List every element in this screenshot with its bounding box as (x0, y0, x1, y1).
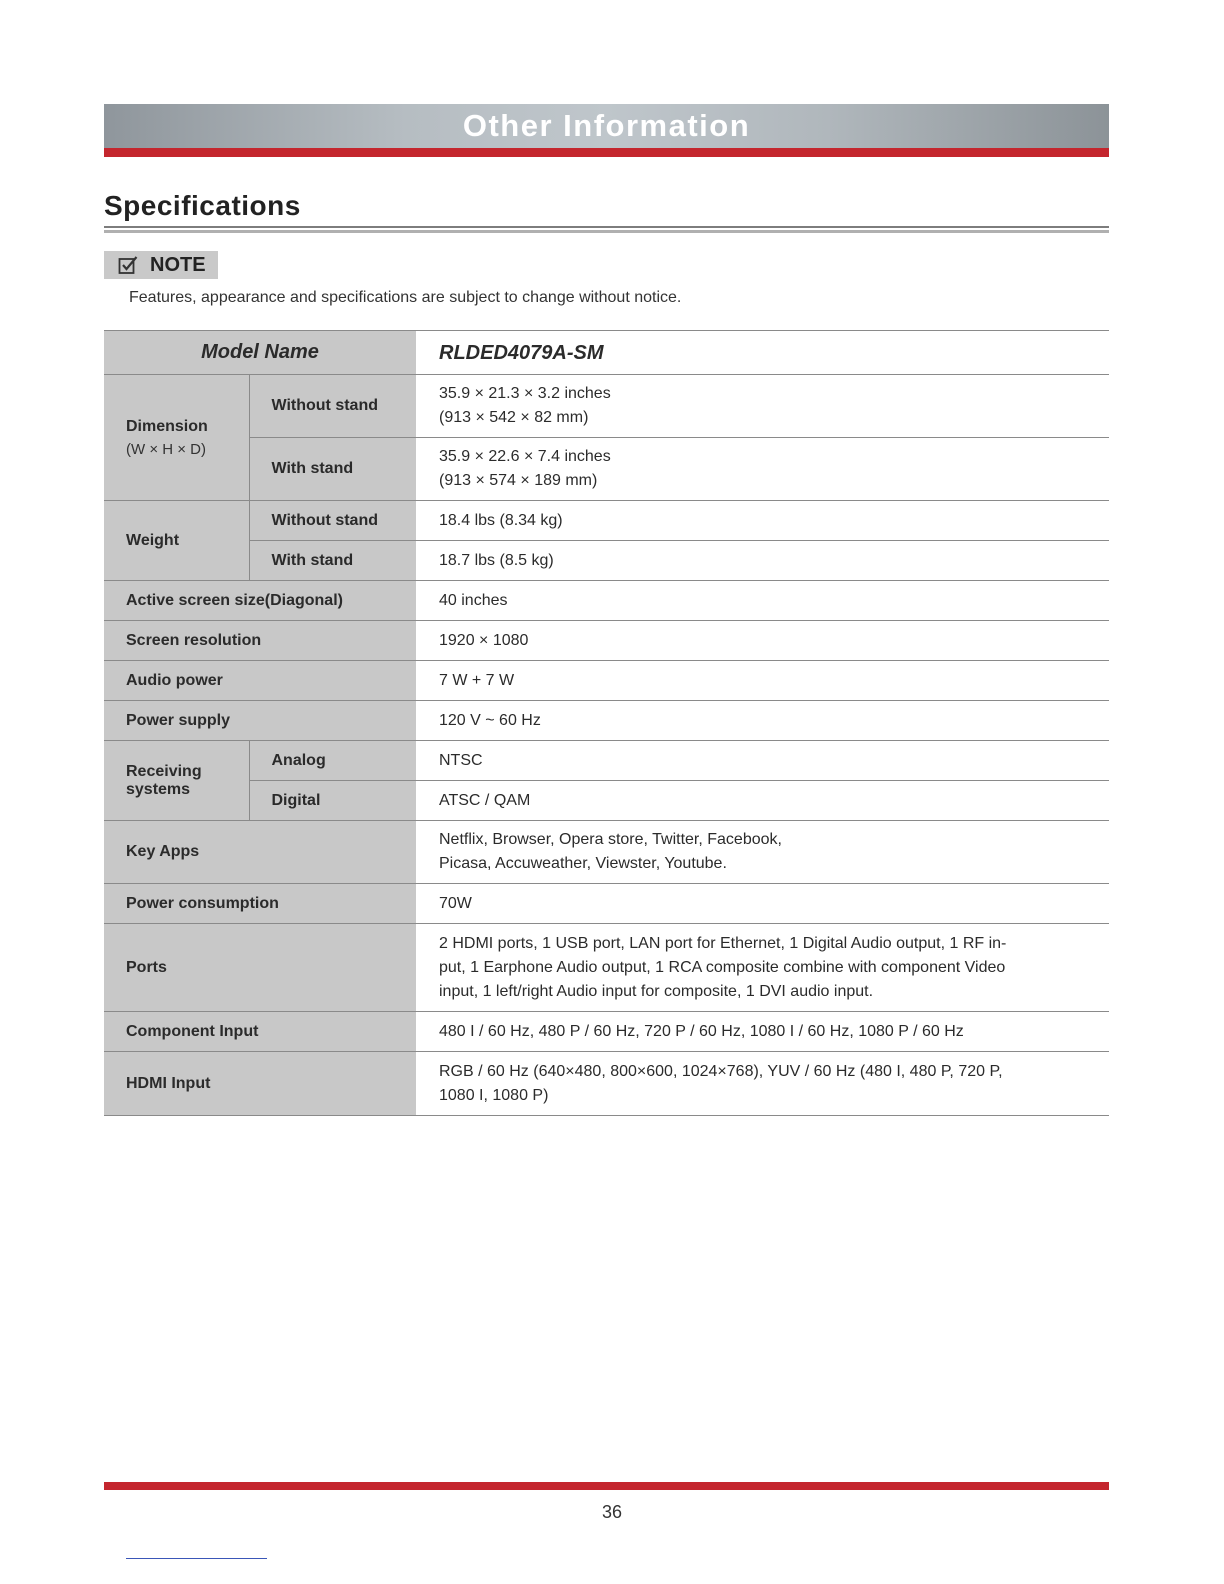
section-banner (104, 104, 1109, 148)
footer-accent-bar (104, 1482, 1109, 1490)
title-divider (104, 226, 1109, 228)
specifications-table (104, 330, 1109, 1116)
weight-without-stand-label: Without stand (249, 501, 416, 541)
dimension-without-stand-label: Without stand (249, 375, 416, 438)
banner-title: Other Information (462, 108, 751, 143)
power-supply-label: Power supply (104, 701, 416, 741)
table-row-receiving-digital (104, 781, 1109, 821)
dimension-with-stand-label: With stand (249, 438, 416, 501)
ports-line1: 2 HDMI ports, 1 USB port, LAN port for Ethernet, 1 Digital Audio output, 1 RF in- (439, 934, 1007, 952)
page-title: Specifications (104, 190, 301, 221)
dimension-label-text: Dimension (126, 417, 208, 435)
dimension-without-stand-value (416, 375, 1109, 438)
table-row-dimension-with-stand (104, 438, 1109, 501)
hdmi-input-line1: RGB / 60 Hz (640×480, 800×600, 1024×768), YUV / 60 Hz (480 I, 480 P, 720 P, (439, 1062, 1003, 1080)
weight-without-stand-value: 18.4 lbs (8.34 kg) (416, 501, 1109, 541)
resolution-value: 1920 × 1080 (416, 621, 1109, 661)
component-input-label: Component Input (104, 1012, 416, 1052)
note-label: NOTE (150, 253, 206, 276)
note-badge (104, 251, 218, 279)
audio-power-label: Audio power (104, 661, 416, 701)
table-row-weight-with-stand (104, 541, 1109, 581)
receiving-label-line2: systems (126, 780, 191, 798)
key-apps-value (416, 821, 1109, 884)
table-row-component-input (104, 1012, 1109, 1052)
screen-size-value: 40 inches (416, 581, 1109, 621)
hdmi-input-label: HDMI Input (104, 1052, 416, 1116)
ports-value (416, 924, 1109, 1012)
dimension-without-stand-mm: (913 × 542 × 82 mm) (439, 409, 589, 426)
dimension-with-stand-value (416, 438, 1109, 501)
dimension-label (104, 375, 249, 501)
key-apps-label: Key Apps (104, 821, 416, 884)
table-row-dimension-without-stand (104, 375, 1109, 438)
table-row-ports (104, 924, 1109, 1012)
hdmi-input-line2: 1080 I, 1080 P) (439, 1086, 549, 1104)
component-input-value: 480 I / 60 Hz, 480 P / 60 Hz, 720 P / 60 Hz, 1080 I / 60 Hz, 1080 P / 60 Hz (416, 1012, 1109, 1052)
banner-accent-bar (104, 148, 1109, 157)
key-apps-line1: Netflix, Browser, Opera store, Twitter, Facebook, (439, 831, 782, 848)
power-consumption-value: 70W (416, 884, 1109, 924)
table-row-model (104, 331, 1109, 375)
resolution-label: Screen resolution (104, 621, 416, 661)
note-text: Features, appearance and specifications are subject to change without notice. (129, 289, 682, 306)
audio-power-value: 7 W + 7 W (416, 661, 1109, 701)
ports-line3: input, 1 left/right Audio input for composite, 1 DVI audio input. (439, 982, 874, 1000)
page-number: 36 (601, 1502, 623, 1522)
footer-link-underline (126, 1558, 267, 1559)
title-divider-secondary (104, 230, 1109, 233)
weight-with-stand-value: 18.7 lbs (8.5 kg) (416, 541, 1109, 581)
weight-with-stand-label: With stand (249, 541, 416, 581)
receiving-digital-value: ATSC / QAM (416, 781, 1109, 821)
table-row-hdmi-input (104, 1052, 1109, 1116)
dimension-with-stand-inches: 35.9 × 22.6 × 7.4 inches (439, 448, 611, 465)
receiving-digital-label: Digital (249, 781, 416, 821)
dimension-with-stand-mm: (913 × 574 × 189 mm) (439, 472, 598, 489)
table-row-power-consumption (104, 884, 1109, 924)
power-consumption-label: Power consumption (104, 884, 416, 924)
table-row-audio-power (104, 661, 1109, 701)
power-supply-value: 120 V ~ 60 Hz (416, 701, 1109, 741)
dimension-unit-note: (W × H × D) (126, 440, 207, 458)
ports-label: Ports (104, 924, 416, 1012)
key-apps-line2: Picasa, Accuweather, Viewster, Youtube. (439, 855, 727, 872)
model-name-label: Model Name (104, 331, 416, 375)
table-row-power-supply (104, 701, 1109, 741)
ports-line2: put, 1 Earphone Audio output, 1 RCA composite combine with component Video (439, 958, 1006, 976)
table-row-receiving-analog (104, 741, 1109, 781)
checkbox-pencil-icon (118, 255, 138, 275)
table-row-weight-without-stand (104, 501, 1109, 541)
receiving-systems-label (104, 741, 249, 821)
table-row-key-apps (104, 821, 1109, 884)
weight-label: Weight (104, 501, 249, 581)
table-row-screen-size (104, 581, 1109, 621)
screen-size-label: Active screen size(Diagonal) (104, 581, 416, 621)
dimension-without-stand-inches: 35.9 × 21.3 × 3.2 inches (439, 385, 611, 402)
receiving-label-line1: Receiving (126, 762, 202, 780)
model-name-value: RLDED4079A-SM (416, 331, 1109, 375)
table-row-resolution (104, 621, 1109, 661)
receiving-analog-value: NTSC (416, 741, 1109, 781)
hdmi-input-value (416, 1052, 1109, 1116)
receiving-analog-label: Analog (249, 741, 416, 781)
